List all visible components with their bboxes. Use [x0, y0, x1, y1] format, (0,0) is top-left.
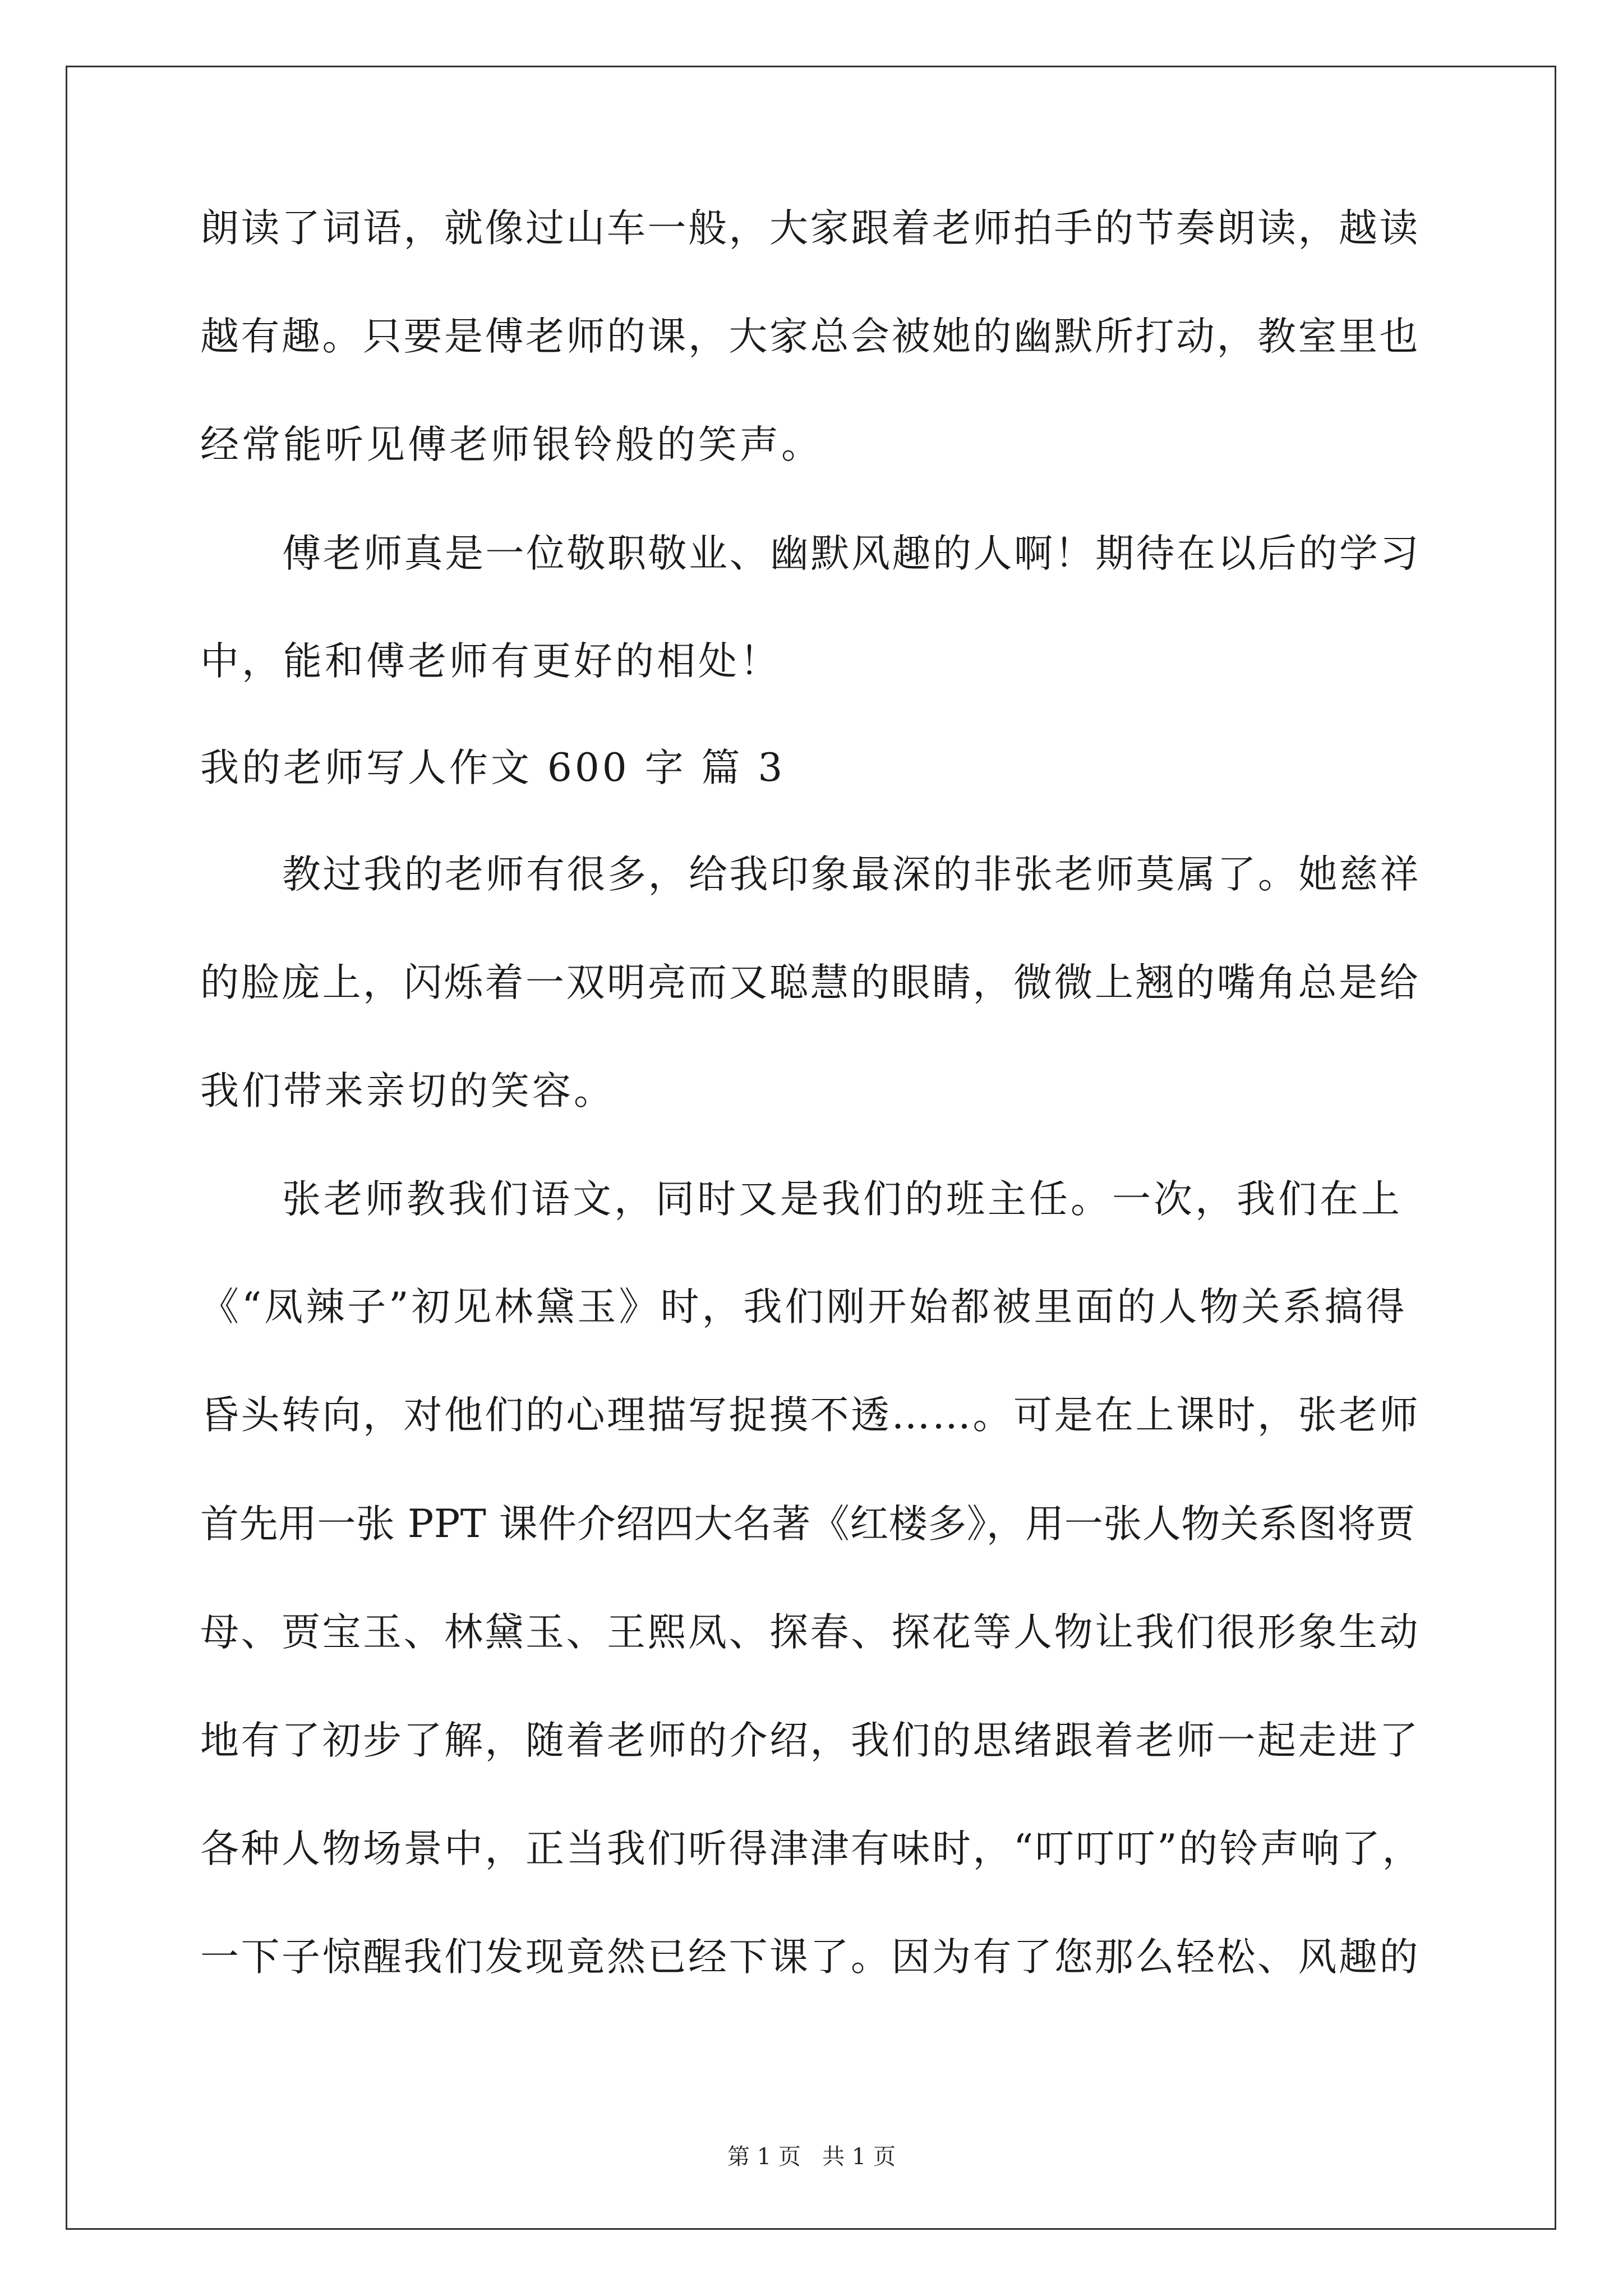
text-line: 我们带来亲切的笑容。: [200, 1069, 615, 1114]
page-border: [66, 66, 1556, 2230]
text-line: 的脸庞上，闪烁着一双明亮而又聪慧的眼睛，微微上翘的嘴角总是给: [200, 960, 1420, 1005]
text-line: 中，能和傅老师有更好的相处！: [200, 639, 781, 684]
text-line: 首先用一张 PPT 课件介绍四大名著《红楼多》，用一张人物关系图将贾: [200, 1502, 1415, 1547]
text-line: 母、贾宝玉、林黛玉、王熙凤、探春、探花等人物让我们很形象生动: [200, 1610, 1420, 1655]
text-line: 昏头转向，对他们的心理描写捉摸不透……。可是在上课时，张老师: [200, 1393, 1420, 1438]
text-line: 张老师教我们语文，同时又是我们的班主任。一次，我们在上: [282, 1177, 1403, 1222]
text-line: 经常能听见傅老师银铃般的笑声。: [200, 422, 823, 467]
text-line: 《“凤辣子”初见林黛玉》时，我们刚开始都被里面的人物关系搞得: [200, 1285, 1408, 1329]
text-line: 地有了初步了解，随着老师的介绍，我们的思绪跟着老师一起走进了: [200, 1718, 1420, 1763]
text-line: 越有趣。只要是傅老师的课，大家总会被她的幽默所打动，教室里也: [200, 314, 1420, 359]
text-line: 朗读了词语，就像过山车一般，大家跟着老师拍手的节奏朗读，越读: [200, 206, 1420, 251]
page-footer: 第 1 页 共 1 页: [727, 2144, 896, 2170]
text-line: 一下子惊醒我们发现竟然已经下课了。因为有了您那么轻松、风趣的: [200, 1935, 1420, 1980]
section-heading: 我的老师写人作文 600 字 篇 3: [200, 746, 786, 790]
text-line: 各种人物场景中，正当我们听得津津有味时，“叮叮叮”的铃声响了，: [200, 1826, 1423, 1871]
text-line: 教过我的老师有很多，给我印象最深的非张老师莫属了。她慈祥: [282, 852, 1421, 897]
text-line: 傅老师真是一位敬职敬业、幽默风趣的人啊！期待在以后的学习: [282, 531, 1421, 576]
